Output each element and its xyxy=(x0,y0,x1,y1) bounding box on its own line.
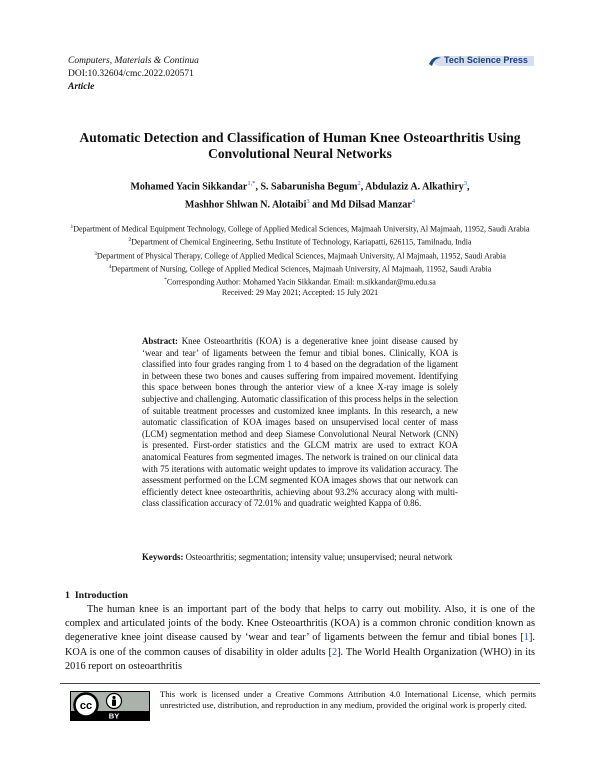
author-separator: , xyxy=(467,181,470,193)
license-text: This work is licensed under a Creative Commons Attribution 4.0 International License, which permits unrestricted use, distribution, and reproduction in any medium, provided the original work is properly cited. xyxy=(160,689,536,710)
corresponding-text[interactable]: Corresponding Author: Mohamed Yacin Sikkandar. Email: m.sikkandar@mu.edu.sa xyxy=(166,277,436,287)
author-separator: , xyxy=(360,181,366,193)
dates: Received: 29 May 2021; Accepted: 15 July 2021 xyxy=(221,288,379,298)
intro-text: ]. KOA is one of the common causes of disability in older adults [ xyxy=(65,632,535,658)
intro-text: The human knee is an important part of the body that helps to carry out mobility. Also, it is one of the complex and articulated joints of the body. Knee Osteoarthritis (KOA) is a common chronic condition known as degenerative knee joint disease caused by ‘wear and tear’ of ligaments between the femur and tibial bones [ xyxy=(65,604,535,644)
affiliation-text: Department of Medical Equipment Technology, College of Applied Medical Sciences, Majmaah University, Al Majmaah, 11952, Saudi Arabia xyxy=(73,224,530,234)
affiliation-mark: 1 xyxy=(70,224,74,230)
section-heading xyxy=(65,590,128,601)
publisher-swoosh-icon xyxy=(428,54,442,68)
section-number: 1 xyxy=(65,590,70,601)
corresponding-mark: * xyxy=(164,277,167,283)
citation-link[interactable]: 1 xyxy=(523,632,529,644)
author-affil-mark[interactable]: 2 xyxy=(357,180,361,187)
cc-by-license-icon[interactable] xyxy=(70,691,150,721)
footer-divider xyxy=(60,683,540,684)
journal-info xyxy=(68,55,199,94)
citation-link[interactable]: 2 xyxy=(331,646,338,658)
keywords-text: Osteoarthritis; segmentation; intensity value; unsupervised; neural network xyxy=(185,552,453,562)
author-separator: , xyxy=(255,181,261,193)
abstract-label: Abstract: xyxy=(142,336,178,346)
publisher-name: Tech Science Press xyxy=(444,55,528,65)
author-list xyxy=(70,176,530,213)
cc-label: cc xyxy=(79,700,93,712)
affiliation xyxy=(60,249,540,262)
author-name: S. Sabarunisha Begum xyxy=(260,181,358,193)
affiliation-mark: 2 xyxy=(128,237,132,244)
affiliation-mark: 4 xyxy=(108,263,112,270)
abstract-text: Knee Osteoarthritis (KOA) is a degenerative knee joint disease caused by ‘wear and tear’ of ligaments between the femur and tibial bones. Clinically, KOA is classified into four grades ranging from 1 to 4 based on the degradation of the ligament in between these two bones and causes suffering from impaired movement. Identifying this space between bones through the anterior view of a knee X-ray image is solely subjective and challenging. Automatic classification of this process helps in the selection of suitable treatment processes and customized knee implants. In this research, a new automatic classification of KOA images based on unsupervised local center of mass (LCM) segmentation method and deep Siamese Convolutional Neural Network (CNN) is presented. First-order statistics and the GLCM matrix are used to extract KOA anatomical Features from segmented images. The network is trained on our clinical data with 75 iterations with automatic weight updates to improve its validation accuracy. The assessment performed on the LCM segmented KOA images shows that our network can efficiently detect knee osteoarthritis, achieving about 93.2% accuracy along with multi-class classification accuracy of 72.01% and quadratic weighted Kappa of 0.86. xyxy=(142,336,459,509)
intro-text: ]. The World Health Organization (WHO) in its 2016 report on osteoarthritis xyxy=(65,646,535,672)
keywords xyxy=(142,552,458,564)
author-affil-mark[interactable]: 4 xyxy=(411,198,416,206)
article-type: Article xyxy=(68,82,95,92)
affiliation-mark: 3 xyxy=(94,250,97,257)
affiliation xyxy=(60,235,540,248)
author-name: Abdulaziz A. Alkathiry xyxy=(365,181,464,193)
corresponding-author xyxy=(60,275,540,288)
author-affil-mark[interactable]: 1,* xyxy=(247,180,256,187)
paper-title-line: Automatic Detection and Classification of Human Knee Osteoarthritis Using xyxy=(79,130,521,145)
author-name: Mashhor Shlwan N. Alotaibi xyxy=(184,199,307,211)
section-title: Introduction xyxy=(74,590,128,601)
affiliation-text: Department of Physical Therapy, College of Applied Medical Sciences, Majmaah University, Al Majmaah, 11952, Saudi Arabia xyxy=(96,251,506,261)
abstract xyxy=(142,336,458,510)
by-label: BY xyxy=(108,711,120,721)
intro-paragraph xyxy=(65,603,535,674)
affiliation-text: Department of Nursing, College of Applied Medical Sciences, Majmaah University, Al Majmaah, 11952, Saudi Arabia xyxy=(111,264,492,274)
keywords-label: Keywords: xyxy=(142,552,184,562)
affiliations xyxy=(60,222,540,299)
journal-name: Computers, Materials & Continua xyxy=(68,56,199,66)
affiliation-text: Department of Chemical Engineering, Sethu Institute of Technology, Kariapatti, 626115, Tamilnadu, India xyxy=(131,237,472,247)
publisher-logo xyxy=(428,53,536,69)
author-name: Md Dilsad Manzar xyxy=(330,199,412,211)
author-separator: and xyxy=(309,199,331,211)
paper-title-line: Convolutional Neural Networks xyxy=(208,146,392,161)
affiliation xyxy=(60,262,540,275)
doi[interactable]: DOI:10.32604/cmc.2022.020571 xyxy=(68,69,194,79)
author-affil-mark[interactable]: 3 xyxy=(306,198,310,206)
affiliation xyxy=(60,222,540,235)
author-affil-mark[interactable]: 3 xyxy=(463,180,468,187)
paper-title xyxy=(60,130,540,162)
author-name: Mohamed Yacin Sikkandar xyxy=(130,181,248,193)
